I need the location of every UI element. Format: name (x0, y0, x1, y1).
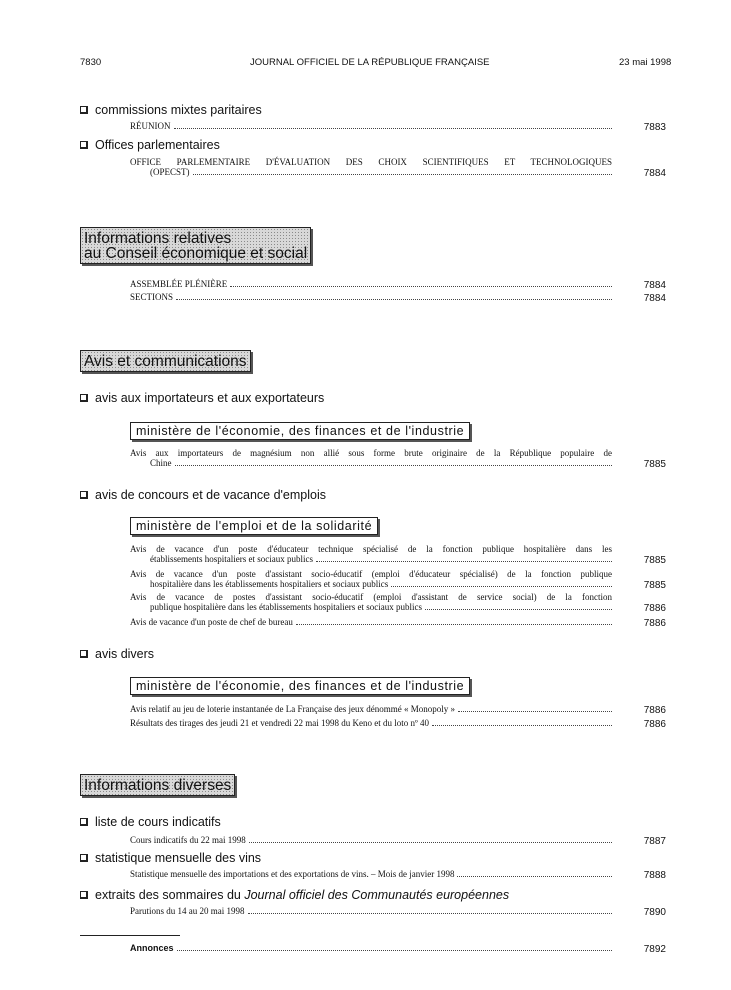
page-ref: 7886 (643, 618, 666, 629)
page-ref: 7885 (643, 580, 666, 591)
page-ref: 7890 (643, 907, 666, 918)
ministry-heading: ministère de l'emploi et de la solidarité (130, 517, 378, 535)
section-extraits-sommaires: extraits des sommaires du Journal officiel des Communautés européennes (80, 888, 509, 903)
page-ref: 7886 (643, 603, 666, 614)
toc-entry[interactable]: Avis relatif au jeu de loterie instantanée de La Française des jeux dénommé « Monopoly » 7886 (130, 704, 666, 716)
page-ref: 7886 (643, 705, 666, 716)
page-ref: 7885 (643, 459, 666, 470)
toc-entry[interactable]: RÉUNION 7883 (130, 121, 666, 133)
issue-date: 23 mai 1998 (619, 57, 672, 68)
checkbox-square-icon (80, 491, 88, 499)
page-ref: 7885 (643, 555, 666, 566)
page-ref: 7892 (643, 944, 666, 955)
toc-entry[interactable]: SECTIONS 7884 (130, 292, 666, 304)
checkbox-square-icon (80, 141, 88, 149)
page-ref: 7887 (643, 836, 666, 847)
toc-entry[interactable]: Cours indicatifs du 22 mai 1998 7887 (130, 835, 666, 847)
section-statistique-vins: statistique mensuelle des vins (80, 851, 261, 866)
toc-entry[interactable]: ASSEMBLÉE PLÉNIÈRE 7884 (130, 279, 666, 291)
page-ref: 7884 (643, 293, 666, 304)
toc-entry[interactable]: Résultats des tirages des jeudi 21 et vendredi 22 mai 1998 du Keno et du loto nº 40 7886 (130, 718, 666, 730)
page-number: 7830 (80, 57, 102, 68)
checkbox-square-icon (80, 394, 88, 402)
toc-entry-annonces[interactable]: Annonces 7892 (130, 943, 666, 955)
section-avis-importateurs: avis aux importateurs et aux exportateurs (80, 391, 324, 406)
section-avis-concours: avis de concours et de vacance d'emplois (80, 488, 326, 503)
page-ref: 7884 (643, 168, 666, 179)
toc-entry[interactable]: Avis de vacance d'un poste d'éducateur technique spécialisé de la fonction publique hospitalière dans les établissements hospitaliers et sociaux publics 7885 (130, 544, 666, 566)
banner-informations-diverses: Informations diverses (80, 774, 235, 796)
section-liste-cours: liste de cours indicatifs (80, 815, 221, 830)
toc-entry[interactable]: Avis aux importateurs de magnésium non allié sous forme brute originaire de la République populaire de Chine 7885 (130, 448, 666, 470)
page-ref: 7883 (643, 122, 666, 133)
toc-entry[interactable]: Avis de vacance d'un poste de chef de bureau 7886 (130, 617, 666, 629)
toc-entry[interactable]: Avis de vacance d'un poste d'assistant socio-éducatif (emploi d'éducateur spécialisé) de la fonction publique hospitalière dans les établissements hospitaliers et sociaux publics 7885 (130, 569, 666, 591)
ministry-heading: ministère de l'économie, des finances et de l'industrie (130, 422, 470, 440)
page-ref: 7886 (643, 719, 666, 730)
checkbox-square-icon (80, 891, 88, 899)
ministry-heading: ministère de l'économie, des finances et de l'industrie (130, 677, 470, 695)
checkbox-square-icon (80, 650, 88, 658)
page-ref: 7888 (643, 870, 666, 881)
banner-conseil-economique: Informations relatives au Conseil économique et social (80, 227, 311, 264)
banner-avis-communications: Avis et communications (80, 350, 251, 372)
section-offices-parlementaires: Offices parlementaires (80, 138, 220, 153)
toc-entry[interactable]: Avis de vacance de postes d'assistant socio-éducatif (emploi d'assistant de service social) de la fonction publique hospitalière dans les établissements hospitaliers et sociaux publics 7886 (130, 592, 666, 614)
toc-entry[interactable]: OFFICE PARLEMENTAIRE D'ÉVALUATION DES CHOIX SCIENTIFIQUES ET TECHNOLOGIQUES (OPECST) 7884 (130, 157, 666, 179)
section-commissions-mixtes: commissions mixtes paritaires (80, 103, 262, 118)
toc-entry[interactable]: Parutions du 14 au 20 mai 1998 7890 (130, 906, 666, 918)
page-ref: 7884 (643, 280, 666, 291)
checkbox-square-icon (80, 854, 88, 862)
checkbox-square-icon (80, 106, 88, 114)
checkbox-square-icon (80, 818, 88, 826)
separator-line (80, 935, 180, 936)
journal-title: JOURNAL OFFICIEL DE LA RÉPUBLIQUE FRANÇAISE (250, 57, 490, 68)
section-avis-divers: avis divers (80, 647, 154, 662)
toc-entry[interactable]: Statistique mensuelle des importations et des exportations de vins. – Mois de janvier 1998 7888 (130, 869, 666, 881)
